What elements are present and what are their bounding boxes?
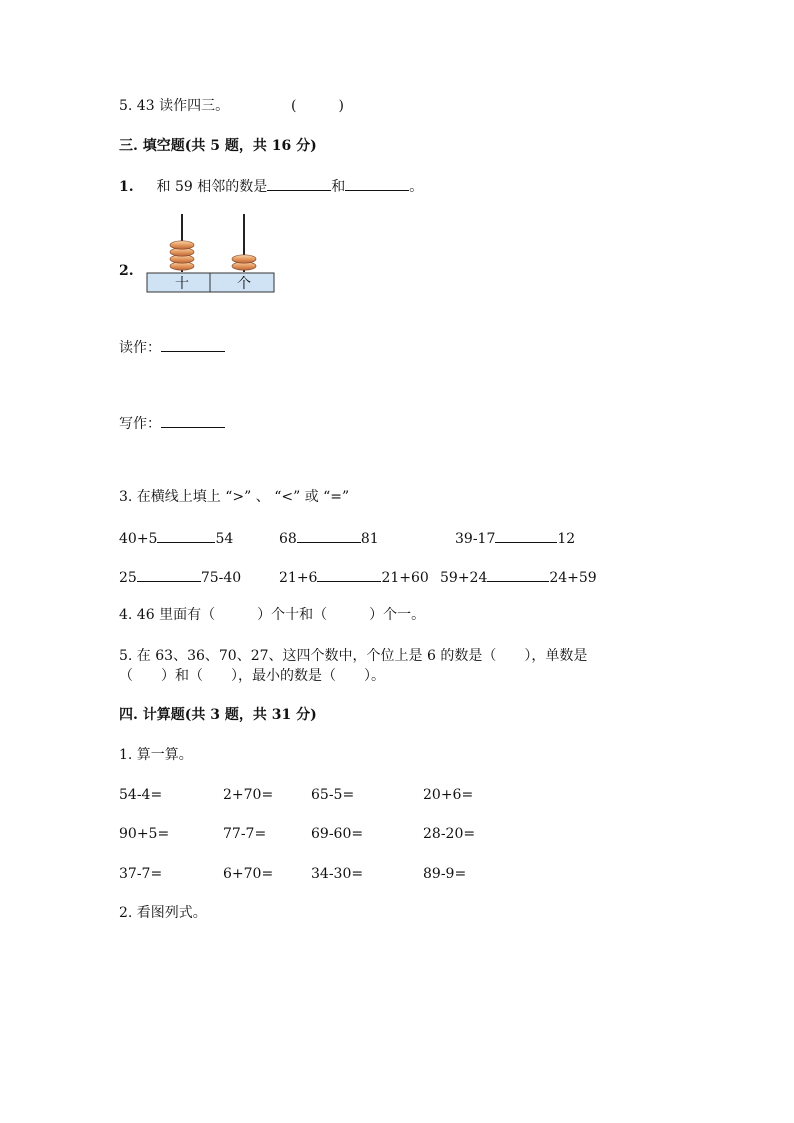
calc-item: 34-30= bbox=[311, 866, 364, 882]
calc-item: 2+70= bbox=[223, 787, 274, 803]
write-blank[interactable] bbox=[161, 414, 225, 428]
read-blank[interactable] bbox=[161, 338, 225, 352]
calc-item: 37-7= bbox=[119, 866, 163, 882]
calc-item: 54-4= bbox=[119, 787, 163, 803]
calc-item: 65-5= bbox=[311, 787, 355, 803]
calc-item: 20+6= bbox=[423, 787, 474, 803]
tens-beads bbox=[170, 241, 194, 270]
compare-blank[interactable] bbox=[297, 529, 361, 543]
compare-item: 59+24 24+59 bbox=[440, 570, 597, 586]
question-text: 5. 43 读作四三。 bbox=[119, 98, 230, 114]
compare-blank[interactable] bbox=[317, 568, 381, 582]
compare-blank[interactable] bbox=[487, 568, 549, 582]
compare-item: 25 75-40 bbox=[119, 570, 242, 586]
compare-item: 21+6 21+60 bbox=[279, 570, 429, 586]
answer-blank[interactable] bbox=[267, 177, 331, 191]
fill-question-4: 4. 46 里面有（ ）个十和（ ）个一。 bbox=[119, 607, 426, 623]
fill-question-5-line-1: 5. 在 63、36、70、27、这四个数中，个位上是 6 的数是（ ），单数是 bbox=[119, 648, 588, 664]
calc-item: 28-20= bbox=[423, 826, 476, 842]
compare-blank[interactable] bbox=[157, 529, 215, 543]
section-4-title: 四. 计算题(共 3 题，共 31 分) bbox=[119, 707, 317, 723]
fill-question-2-number: 2. bbox=[119, 263, 134, 279]
abacus-figure bbox=[146, 212, 276, 294]
answer-blank[interactable] bbox=[345, 177, 409, 191]
calc-question-2-title: 2. 看图列式。 bbox=[119, 905, 207, 921]
compare-blank[interactable] bbox=[495, 529, 557, 543]
calc-item: 90+5= bbox=[119, 826, 170, 842]
compare-item: 40+5 54 bbox=[119, 531, 234, 547]
calc-item: 77-7= bbox=[223, 826, 267, 842]
judge-question-5 bbox=[119, 97, 229, 115]
calc-item: 6+70= bbox=[223, 866, 274, 882]
read-as-line bbox=[119, 338, 225, 357]
compare-blank[interactable] bbox=[137, 568, 201, 582]
ones-label: 个 bbox=[237, 276, 251, 292]
section-3-title: 三. 填空题(共 5 题，共 16 分) bbox=[119, 138, 317, 154]
fill-question-3: 3. 在横线上填上 “>” 、 “<” 或 “=” bbox=[119, 489, 350, 505]
fill-question-1: 1. 和 59 相邻的数是 和 。 bbox=[119, 179, 424, 195]
calc-item: 69-60= bbox=[311, 826, 364, 842]
write-as-line bbox=[119, 414, 225, 433]
answer-paren: ( ) bbox=[291, 98, 344, 114]
read-label: 读作： bbox=[119, 340, 161, 356]
question-text: 和 59 相邻的数是 bbox=[156, 179, 268, 195]
compare-item: 68 81 bbox=[279, 531, 379, 547]
compare-item: 39-17 12 bbox=[455, 531, 576, 547]
calc-item: 89-9= bbox=[423, 866, 467, 882]
calc-question-1-title: 1. 算一算。 bbox=[119, 747, 193, 763]
question-number: 1. bbox=[119, 179, 134, 195]
write-label: 写作： bbox=[119, 416, 161, 432]
tens-label: 十 bbox=[175, 276, 189, 292]
ones-beads bbox=[232, 255, 256, 270]
fill-question-5-line-2: （ ）和（ ），最小的数是（ ）。 bbox=[119, 668, 385, 684]
